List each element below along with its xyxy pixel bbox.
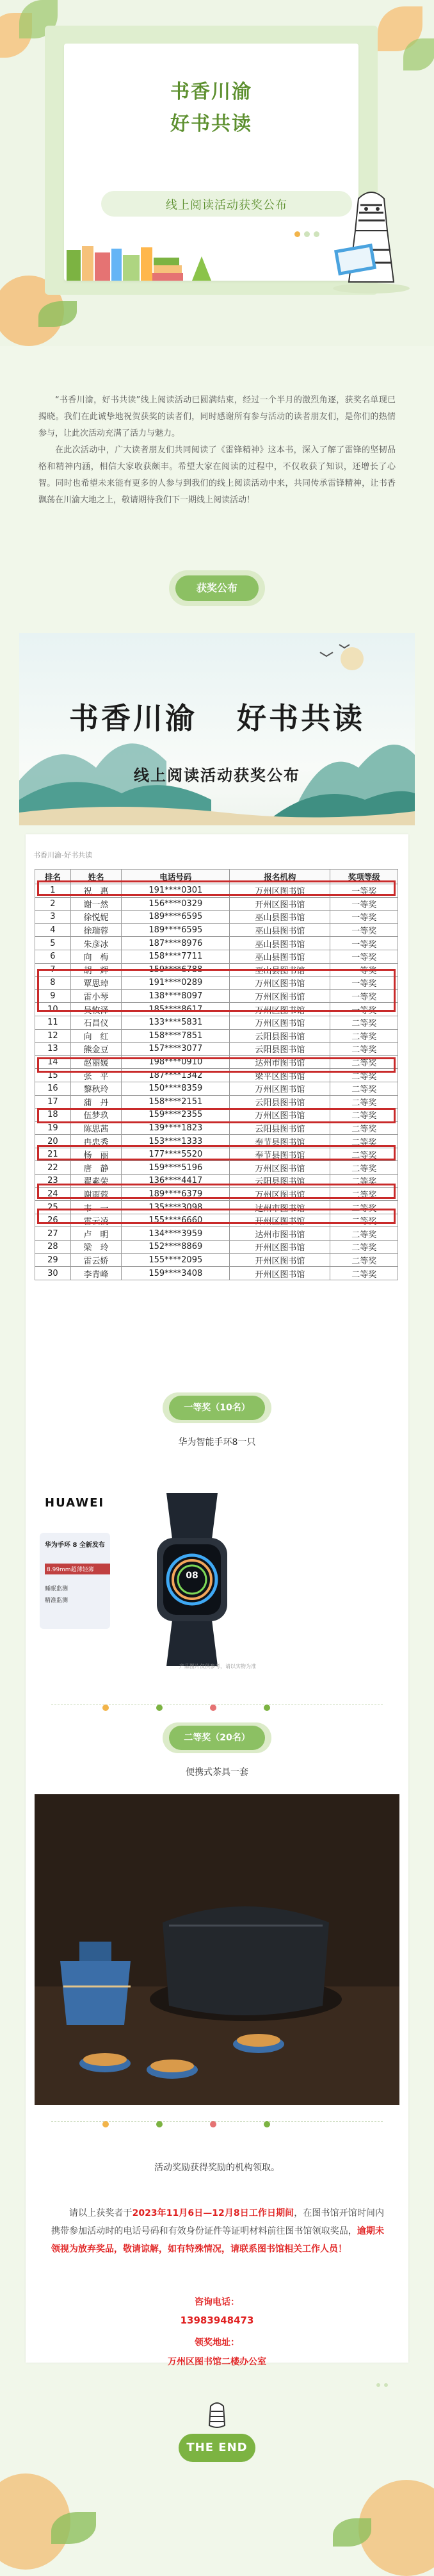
table-row bbox=[35, 1267, 398, 1280]
contact-phone[interactable]: 13983948473 bbox=[180, 2315, 254, 2326]
table-cell: 云阳县图书馆 bbox=[230, 1043, 330, 1056]
highlight-box bbox=[37, 1057, 396, 1073]
product-box-tag: 8.99mm超薄轻薄 bbox=[45, 1564, 110, 1574]
table-cell: 一等奖 bbox=[330, 963, 398, 977]
prize2-image bbox=[35, 1794, 399, 2105]
table-cell: 一等奖 bbox=[330, 1003, 398, 1016]
table-cell: 奉节县图书馆 bbox=[230, 1148, 330, 1161]
table-cell: 吴牧泽 bbox=[70, 1003, 122, 1016]
table-cell: 二等奖 bbox=[330, 1095, 398, 1109]
table-row bbox=[35, 897, 398, 911]
table-cell: 徐瑞蓉 bbox=[70, 923, 122, 937]
prize1-badge: 一等奖（10名） bbox=[169, 1396, 265, 1420]
header-subtitle: 线上阅读活动获奖公布 bbox=[166, 199, 287, 212]
pager-dots bbox=[294, 227, 323, 240]
table-cell: 2 bbox=[35, 897, 71, 911]
table-cell: 雷云凌 bbox=[70, 1214, 122, 1227]
table-row bbox=[35, 950, 398, 963]
table-cell: 二等奖 bbox=[330, 1148, 398, 1161]
table-cell: 唐 静 bbox=[70, 1161, 122, 1175]
table-cell: 二等奖 bbox=[330, 1043, 398, 1056]
table-cell: 徐悦妮 bbox=[70, 911, 122, 924]
table-cell: 二等奖 bbox=[330, 1187, 398, 1201]
table-cell: 开州区图书馆 bbox=[230, 1214, 330, 1227]
highlight-box bbox=[37, 880, 396, 896]
table-cell: 187****8976 bbox=[122, 937, 230, 950]
table-header-cell: 电话号码 bbox=[122, 870, 230, 884]
table-row bbox=[35, 1095, 398, 1109]
intro-paragraph-1: “书香川渝，好书共读”线上阅读活动已圆满结束，经过一个半月的激烈角逐，获奖名单现已揭晓。我们在此诚挚地祝贺获奖的读者们，同时感谢所有参与活动的读者朋友们，是你们的热情参与，让此次活动充满了活力与魅力。 bbox=[38, 395, 396, 438]
table-cell: 4 bbox=[35, 923, 71, 937]
table-cell: 韦 一 bbox=[70, 1201, 122, 1214]
brand-logo: HUAWEI bbox=[45, 1496, 105, 1510]
table-cell: 15 bbox=[35, 1069, 71, 1082]
table-cell: 伍梦玖 bbox=[70, 1109, 122, 1122]
table-header-cell: 姓名 bbox=[70, 870, 122, 884]
table-row bbox=[35, 1029, 398, 1043]
table-cell: 万州区图书馆 bbox=[230, 977, 330, 990]
highlight-box bbox=[37, 969, 396, 1012]
table-cell: 二等奖 bbox=[330, 1069, 398, 1082]
table-cell: 16 bbox=[35, 1082, 71, 1095]
table-cell: 万州区图书馆 bbox=[230, 884, 330, 898]
table-cell: 卢 明 bbox=[70, 1227, 122, 1241]
notice-line1: 活动奖励获得奖励的机构领取。 bbox=[154, 2163, 280, 2173]
table-cell: 8 bbox=[35, 977, 71, 990]
table-row bbox=[35, 923, 398, 937]
table-cell: 向 红 bbox=[70, 1029, 122, 1043]
table-cell: 10 bbox=[35, 1003, 71, 1016]
table-cell: 云阳县图书馆 bbox=[230, 1029, 330, 1043]
table-cell: 155****2095 bbox=[122, 1253, 230, 1267]
table-cell: 巫山县图书馆 bbox=[230, 963, 330, 977]
table-cell: 一等奖 bbox=[330, 977, 398, 990]
table-cell: 巫山县图书馆 bbox=[230, 937, 330, 950]
highlight-box bbox=[37, 1184, 396, 1199]
table-cell: 黎秋玲 bbox=[70, 1082, 122, 1095]
table-cell: 熊金豆 bbox=[70, 1043, 122, 1056]
table-cell: 22 bbox=[35, 1161, 71, 1175]
table-cell: 赵丽媛 bbox=[70, 1055, 122, 1069]
header-title-line1: 书香川渝 bbox=[170, 81, 252, 103]
table-cell: 一等奖 bbox=[330, 937, 398, 950]
table-cell: 二等奖 bbox=[330, 1161, 398, 1175]
table-cell: 万州区图书馆 bbox=[230, 989, 330, 1003]
table-cell: 191****0301 bbox=[122, 884, 230, 898]
table-cell: 达州市图书馆 bbox=[230, 1055, 330, 1069]
table-cell: 152****8869 bbox=[122, 1241, 230, 1254]
table-cell: 雷云娇 bbox=[70, 1253, 122, 1267]
highlight-box bbox=[37, 1209, 396, 1224]
notice-paragraph bbox=[51, 2204, 384, 2258]
table-cell: 二等奖 bbox=[330, 1175, 398, 1188]
table-cell: 158****2151 bbox=[122, 1095, 230, 1109]
table-cell: 189****6595 bbox=[122, 923, 230, 937]
table-cell: 二等奖 bbox=[330, 1029, 398, 1043]
address: 万州区图书馆二楼办公室 bbox=[168, 2357, 266, 2367]
notice-text-a: 请以上获奖者于 bbox=[69, 2208, 133, 2218]
table-cell: 153****1333 bbox=[122, 1135, 230, 1148]
table-header-cell: 报名机构 bbox=[230, 870, 330, 884]
banner-title bbox=[19, 695, 415, 738]
table-cell: 27 bbox=[35, 1227, 71, 1241]
table-cell: 二等奖 bbox=[330, 1055, 398, 1069]
table-cell: 一等奖 bbox=[330, 897, 398, 911]
table-cell: 谢一然 bbox=[70, 897, 122, 911]
table-cell: 万州区图书馆 bbox=[230, 1187, 330, 1201]
table-cell: 3 bbox=[35, 911, 71, 924]
the-end-badge: THE END bbox=[179, 2434, 255, 2462]
product-box-feature1: 睡眠监测 bbox=[45, 1586, 68, 1592]
table-cell: 覃思琸 bbox=[70, 977, 122, 990]
table-caption: 书香川渝-好书共读 bbox=[33, 851, 92, 859]
table-header-cell: 奖项等级 bbox=[330, 870, 398, 884]
table-cell: 177****5520 bbox=[122, 1148, 230, 1161]
table-cell: 20 bbox=[35, 1135, 71, 1148]
table-cell: 二等奖 bbox=[330, 1201, 398, 1214]
table-cell: 奉节县图书馆 bbox=[230, 1135, 330, 1148]
prize1-caption: 华为智能手环8一只 bbox=[178, 1437, 256, 1448]
table-cell: 万州区图书馆 bbox=[230, 1161, 330, 1175]
table-cell: 23 bbox=[35, 1175, 71, 1188]
table-cell: 开州区图书馆 bbox=[230, 1253, 330, 1267]
table-cell: 云阳县图书馆 bbox=[230, 1095, 330, 1109]
table-cell: 189****6595 bbox=[122, 911, 230, 924]
table-cell: 达州市图书馆 bbox=[230, 1201, 330, 1214]
address-label: 领奖地址： bbox=[195, 2338, 239, 2348]
table-cell: 巫山县图书馆 bbox=[230, 950, 330, 963]
watch-time: 08 bbox=[186, 1571, 198, 1581]
table-cell: 梁平区图书馆 bbox=[230, 1069, 330, 1082]
table-cell: 翟素荣 bbox=[70, 1175, 122, 1188]
table-cell: 134****3959 bbox=[122, 1227, 230, 1241]
table-cell: 5 bbox=[35, 937, 71, 950]
prize2-badge: 二等奖（20名） bbox=[169, 1726, 265, 1750]
notice-date: 2023年11月6日—12月8日工作日期间 bbox=[132, 2208, 294, 2218]
table-cell: 达州市图书馆 bbox=[230, 1227, 330, 1241]
table-row bbox=[35, 1043, 398, 1056]
table-cell: 万州区图书馆 bbox=[230, 1109, 330, 1122]
table-cell: 9 bbox=[35, 989, 71, 1003]
table-cell: 156****0329 bbox=[122, 897, 230, 911]
table-cell: 159****2355 bbox=[122, 1109, 230, 1122]
table-cell: 159****5196 bbox=[122, 1161, 230, 1175]
table-cell: 139****1823 bbox=[122, 1121, 230, 1135]
contact-label: 咨询电话： bbox=[195, 2297, 239, 2308]
table-cell: 冉忠秀 bbox=[70, 1135, 122, 1148]
table-cell: 朱彦冰 bbox=[70, 937, 122, 950]
table-cell: 谢雨蓉 bbox=[70, 1187, 122, 1201]
table-cell: 开州区图书馆 bbox=[230, 897, 330, 911]
table-row bbox=[35, 1253, 398, 1267]
table-cell: 云阳县图书馆 bbox=[230, 1175, 330, 1188]
table-cell: 一等奖 bbox=[330, 911, 398, 924]
table-cell: 157****3077 bbox=[122, 1043, 230, 1056]
table-cell: 158****7711 bbox=[122, 950, 230, 963]
table-cell: 21 bbox=[35, 1148, 71, 1161]
table-cell: 祝 惠 bbox=[70, 884, 122, 898]
table-cell: 28 bbox=[35, 1241, 71, 1254]
table-row bbox=[35, 1161, 398, 1175]
prize2-caption: 便携式茶具一套 bbox=[186, 1767, 248, 1778]
table-cell: 135****3098 bbox=[122, 1201, 230, 1214]
table-cell: 189****6379 bbox=[122, 1187, 230, 1201]
table-cell: 159****6788 bbox=[122, 963, 230, 977]
pager-dots bbox=[376, 2377, 392, 2390]
table-cell: 29 bbox=[35, 1253, 71, 1267]
table-cell: 138****8097 bbox=[122, 989, 230, 1003]
table-cell: 150****8359 bbox=[122, 1082, 230, 1095]
zebra-end-icon bbox=[201, 2400, 233, 2432]
table-cell: 25 bbox=[35, 1201, 71, 1214]
table-cell: 一等奖 bbox=[330, 923, 398, 937]
table-cell: 17 bbox=[35, 1095, 71, 1109]
table-cell: 二等奖 bbox=[330, 1082, 398, 1095]
divider-dots bbox=[102, 2118, 317, 2130]
notice-text-b: ，在图书馆开馆时间内携带参加活动时的电话号码和有效身份证件等证明材料前往图书馆领取奖品， bbox=[51, 2208, 385, 2236]
table-cell: 二等奖 bbox=[330, 1121, 398, 1135]
intro-paragraph-2: 在此次活动中，广大读者朋友们共同阅读了《雷锋精神》这本书，深入了解了雷锋的坚韧品格和精神内涵，相信大家收获颇丰。希望大家在阅读的过程中，不仅收获了知识，还增长了心智。同时也希望未来能有更多的人参与到我们的线上阅读活动中来，共同传承雷锋精神，让书香飘荡在川渝大地之上，敬请期待我们下一期线上阅读活动！ bbox=[38, 445, 396, 505]
table-cell: 159****3408 bbox=[122, 1267, 230, 1280]
product-box-feature2: 精准监测 bbox=[45, 1598, 68, 1604]
table-cell: 198****0910 bbox=[122, 1055, 230, 1069]
table-row bbox=[35, 1241, 398, 1254]
table-cell: 136****4417 bbox=[122, 1175, 230, 1188]
table-cell: 石昌仪 bbox=[70, 1016, 122, 1029]
table-row bbox=[35, 937, 398, 950]
table-cell: 19 bbox=[35, 1121, 71, 1135]
table-cell: 155****6660 bbox=[122, 1214, 230, 1227]
product-box-title: 华为手环 8 全新发布 bbox=[45, 1542, 105, 1549]
table-cell: 一等奖 bbox=[330, 884, 398, 898]
table-cell: 185****8617 bbox=[122, 1003, 230, 1016]
table-cell: 向 梅 bbox=[70, 950, 122, 963]
table-cell: 开州区图书馆 bbox=[230, 1241, 330, 1254]
banner-subtitle: 线上阅读活动获奖公布 bbox=[134, 766, 300, 784]
table-cell: 开州区图书馆 bbox=[230, 1267, 330, 1280]
books-illustration bbox=[64, 244, 218, 281]
table-cell: 1 bbox=[35, 884, 71, 898]
table-cell: 7 bbox=[35, 963, 71, 977]
table-cell: 杨 丽 bbox=[70, 1148, 122, 1161]
table-cell: 蒲 丹 bbox=[70, 1095, 122, 1109]
table-cell: 陈思茜 bbox=[70, 1121, 122, 1135]
table-cell: 云阳县图书馆 bbox=[230, 1121, 330, 1135]
table-cell: 187****1342 bbox=[122, 1069, 230, 1082]
table-cell: 13 bbox=[35, 1043, 71, 1056]
table-cell: 二等奖 bbox=[330, 1253, 398, 1267]
table-row bbox=[35, 1121, 398, 1135]
table-row bbox=[35, 911, 398, 924]
table-cell: 万州区图书馆 bbox=[230, 1003, 330, 1016]
table-cell: 张 平 bbox=[70, 1069, 122, 1082]
banner-title-b: 好书共读 bbox=[237, 701, 366, 736]
table-row bbox=[35, 1016, 398, 1029]
table-cell: 雷小琴 bbox=[70, 989, 122, 1003]
table-cell: 6 bbox=[35, 950, 71, 963]
table-cell: 191****0289 bbox=[122, 977, 230, 990]
header-title-line2: 好书共读 bbox=[170, 113, 252, 135]
table-cell: 二等奖 bbox=[330, 1267, 398, 1280]
table-cell: 二等奖 bbox=[330, 1227, 398, 1241]
table-header-cell: 排名 bbox=[35, 870, 71, 884]
table-cell: 133****5831 bbox=[122, 1016, 230, 1029]
highlight-box bbox=[37, 1108, 396, 1123]
table-cell: 胡 辉 bbox=[70, 963, 122, 977]
section-award-badge: 获奖公布 bbox=[175, 575, 259, 601]
table-row bbox=[35, 1227, 398, 1241]
zebra-reading-illustration bbox=[323, 186, 419, 295]
table-cell: 18 bbox=[35, 1109, 71, 1122]
table-cell: 万州区图书馆 bbox=[230, 1082, 330, 1095]
table-cell: 巫山县图书馆 bbox=[230, 923, 330, 937]
table-row bbox=[35, 1082, 398, 1095]
table-cell: 12 bbox=[35, 1029, 71, 1043]
table-cell: 24 bbox=[35, 1187, 71, 1201]
tea-set-icon bbox=[35, 1794, 399, 2105]
table-cell: 26 bbox=[35, 1214, 71, 1227]
table-cell: 14 bbox=[35, 1055, 71, 1069]
banner-title-a: 书香川渝 bbox=[68, 701, 197, 736]
table-cell: 二等奖 bbox=[330, 1135, 398, 1148]
highlight-box bbox=[37, 1145, 396, 1160]
table-cell: 二等奖 bbox=[330, 1109, 398, 1122]
product-footnote: 产品图片仅供参考，请以实物为准 bbox=[179, 1664, 256, 1669]
table-cell: 梁 玲 bbox=[70, 1241, 122, 1254]
table-cell: 30 bbox=[35, 1267, 71, 1280]
table-cell: 一等奖 bbox=[330, 989, 398, 1003]
table-cell: 万州区图书馆 bbox=[230, 1016, 330, 1029]
table-cell: 二等奖 bbox=[330, 1214, 398, 1227]
divider-dots bbox=[102, 1701, 317, 1713]
table-cell: 158****7851 bbox=[122, 1029, 230, 1043]
notice-warning: 逾期未领视为放弃奖品，敬请谅解，如有特殊情况，请联系图书馆相关工作人员！ bbox=[51, 2226, 385, 2254]
table-cell: 二等奖 bbox=[330, 1241, 398, 1254]
table-cell: 一等奖 bbox=[330, 950, 398, 963]
table-cell: 李青峰 bbox=[70, 1267, 122, 1280]
table-cell: 11 bbox=[35, 1016, 71, 1029]
table-cell: 巫山县图书馆 bbox=[230, 911, 330, 924]
table-cell: 二等奖 bbox=[330, 1016, 398, 1029]
